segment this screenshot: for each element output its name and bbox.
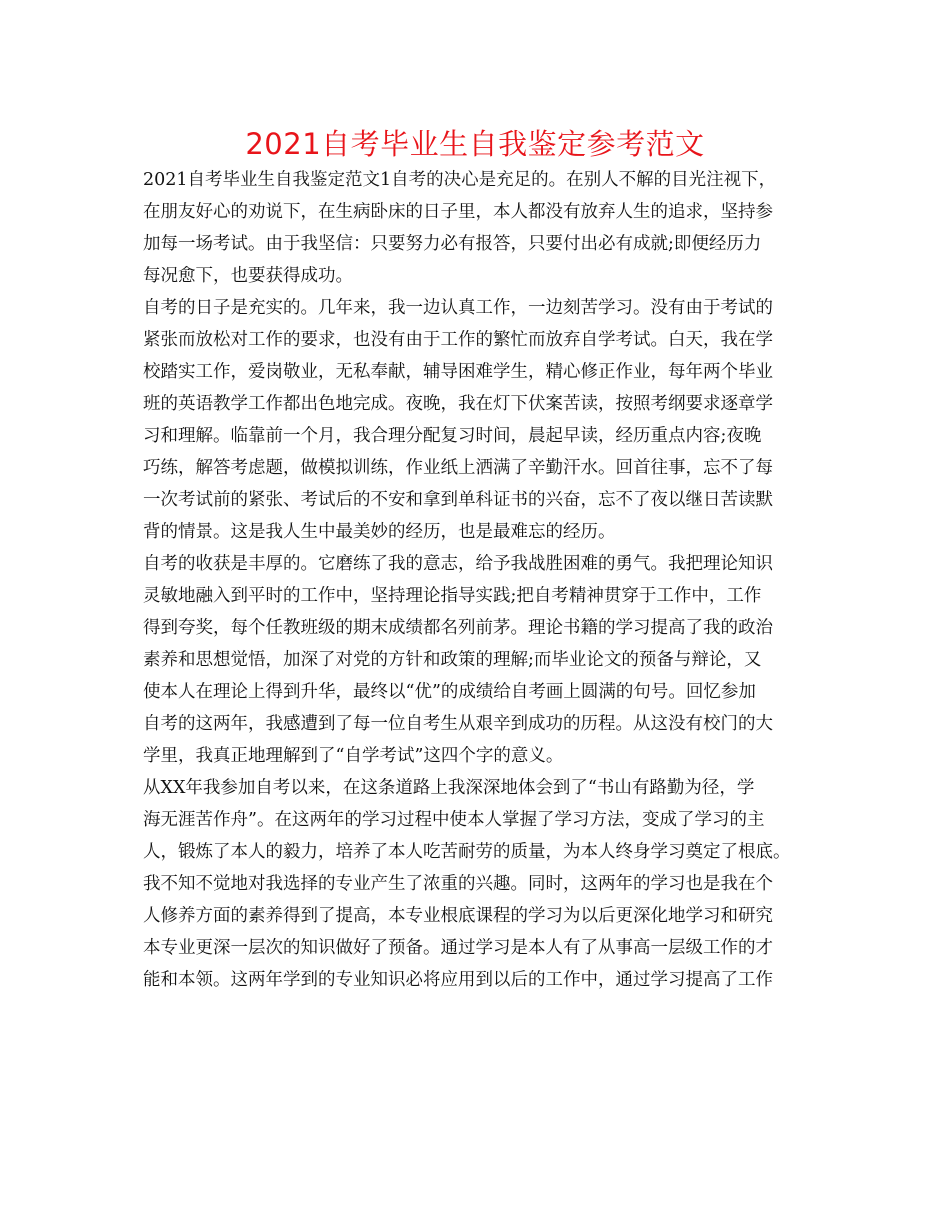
body-line: 素养和思想觉悟，加深了对党的方针和政策的理解;而毕业论文的预备与辩论，又: [143, 650, 762, 670]
body-line: 紧张而放松对工作的要求，也没有由于工作的繁忙而放弃自学考试。白天，我在学: [143, 330, 773, 350]
document-title: 2021自考毕业生自我鉴定参考范文: [245, 127, 705, 161]
body-line: 灵敏地融入到平时的工作中，坚持理论指导实践;把自考精神贯穿于工作中，工作: [143, 586, 762, 606]
body-line: 使本人在理论上得到升华，最终以“优”的成绩给自考画上圆满的句号。回忆参加: [143, 682, 756, 702]
body-line: 本专业更深一层次的知识做好了预备。通过学习是本人有了从事高一层级工作的才: [143, 938, 773, 958]
body-line: 得到夸奖，每个任教班级的期末成绩都名列前茅。理论书籍的学习提高了我的政治: [143, 618, 773, 638]
body-line: 从XX年我参加自考以来，在这条道路上我深深地体会到了“书山有路勤为径，学: [143, 778, 755, 798]
body-line: 自考的收获是丰厚的。它磨练了我的意志，给予我战胜困难的勇气。我把理论知识: [143, 554, 773, 574]
body-line: 校踏实工作，爱岗敬业，无私奉献，辅导困难学生，精心修正作业，每年两个毕业: [143, 362, 773, 382]
body-line: 海无涯苦作舟”。在这两年的学习过程中使本人掌握了学习方法，变成了学习的主: [143, 810, 765, 830]
body-line: 每况愈下，也要获得成功。: [143, 266, 353, 286]
body-line: 巧练，解答考虑题，做模拟训练，作业纸上洒满了辛勤汗水。回首往事，忘不了每: [143, 458, 773, 478]
body-line: 自考的日子是充实的。几年来，我一边认真工作，一边刻苦学习。没有由于考试的: [143, 298, 773, 318]
body-line: 加每一场考试。由于我坚信：只要努力必有报答，只要付出必有成就;即便经历力: [143, 234, 762, 254]
body-line: 班的英语教学工作都出色地完成。夜晚，我在灯下伏案苦读，按照考纲要求逐章学: [143, 394, 773, 414]
body-line: 能和本领。这两年学到的专业知识必将应用到以后的工作中，通过学习提高了工作: [143, 970, 773, 990]
body-line: 一次考试前的紧张、考试后的不安和拿到单科证书的兴奋，忘不了夜以继日苦读默: [143, 490, 773, 510]
body-line: 人，锻炼了本人的毅力，培养了本人吃苦耐劳的质量，为本人终身学习奠定了根底。: [143, 842, 791, 862]
body-line: 自考的这两年，我感遭到了每一位自考生从艰辛到成功的历程。从这没有校门的大: [143, 714, 773, 734]
body-line: 人修养方面的素养得到了提高，本专业根底课程的学习为以后更深化地学习和研究: [143, 906, 773, 926]
body-line: 2021自考毕业生自我鉴定范文1自考的决心是充足的。在别人不解的目光注视下，: [143, 170, 777, 190]
document-body: [143, 164, 833, 996]
body-line: 学里，我真正地理解到了“自学考试”这四个字的意义。: [143, 746, 564, 766]
body-line: 我不知不觉地对我选择的专业产生了浓重的兴趣。同时，这两年的学习也是我在个: [143, 874, 773, 894]
body-line: 背的情景。这是我人生中最美妙的经历，也是最难忘的经历。: [143, 522, 616, 542]
body-line: 习和理解。临靠前一个月，我合理分配复习时间，晨起早读，经历重点内容;夜晚: [143, 426, 762, 446]
body-line: 在朋友好心的劝说下，在生病卧床的日子里，本人都没有放弃人生的追求，坚持参: [143, 202, 773, 222]
